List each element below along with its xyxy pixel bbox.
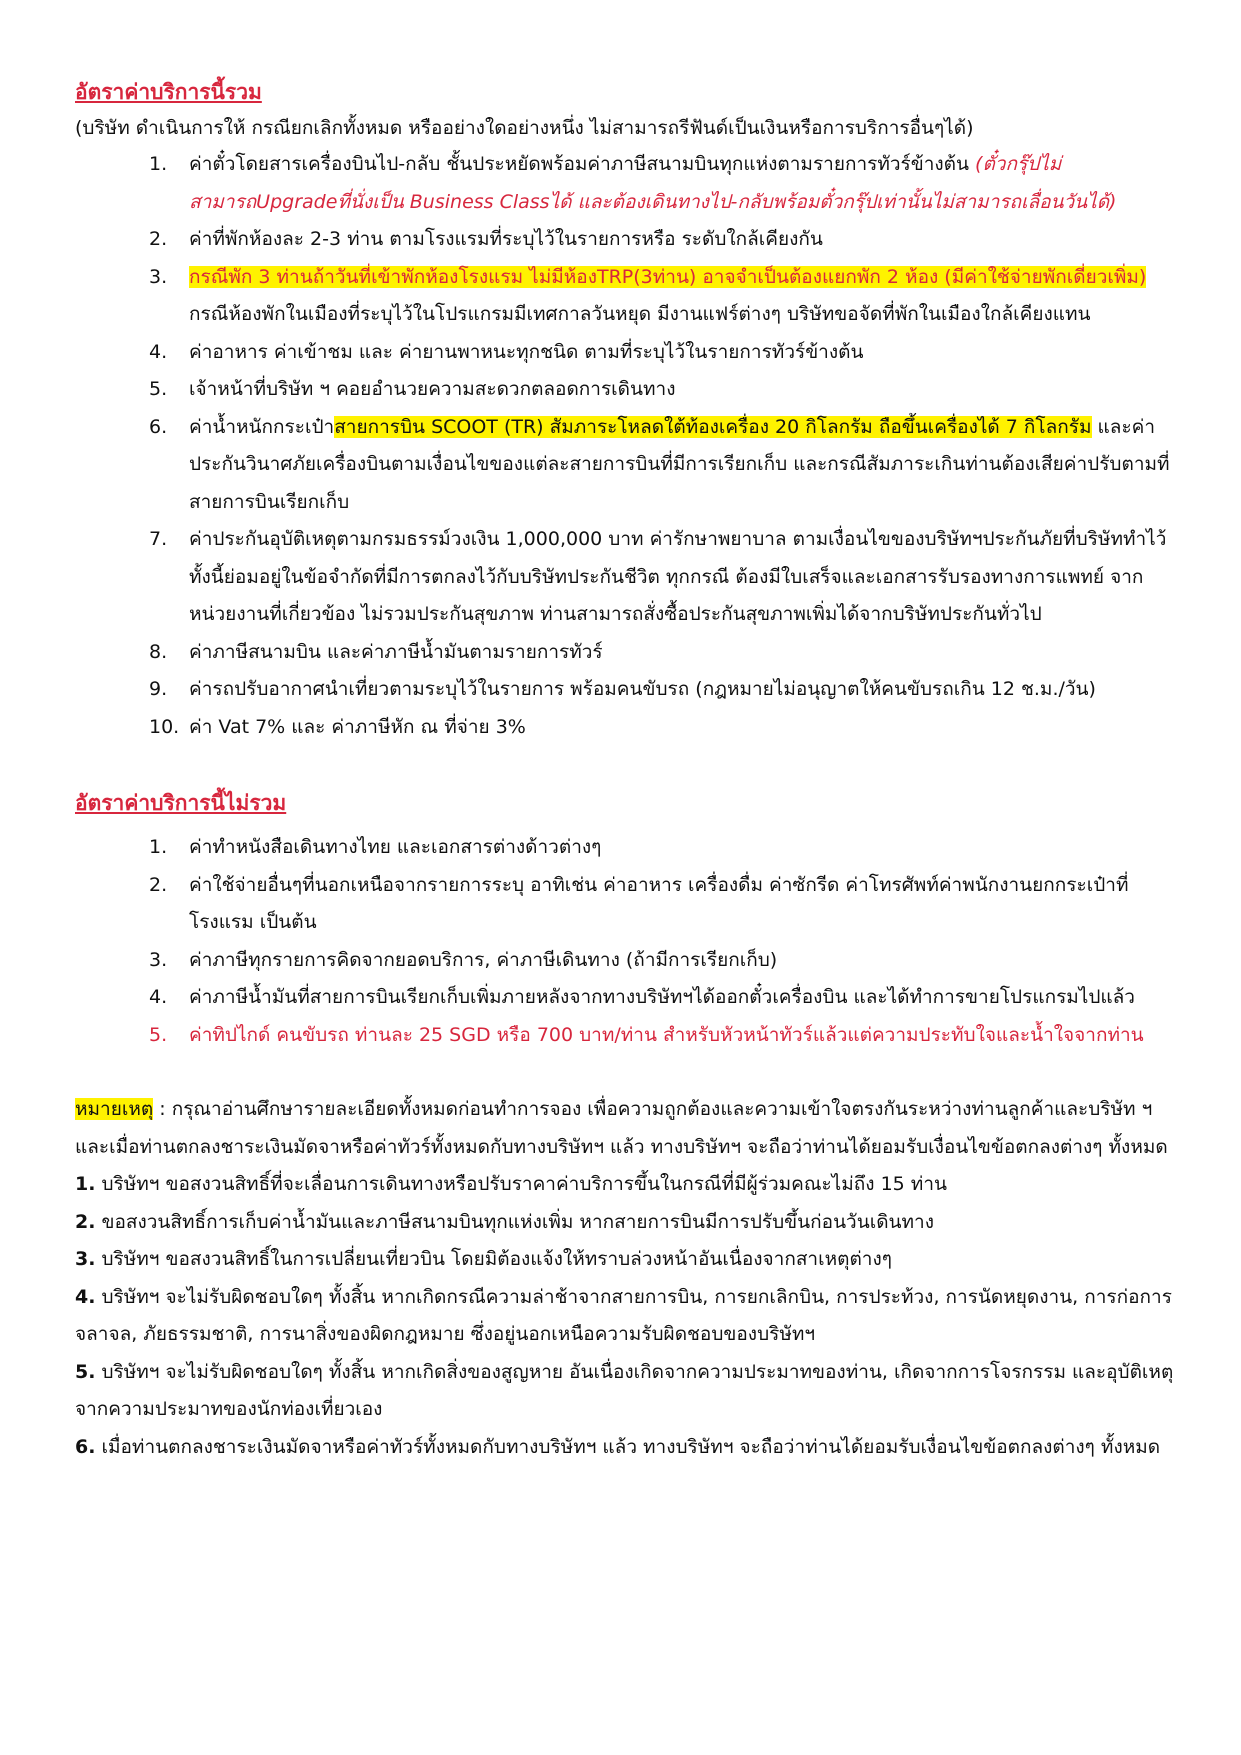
included-list xyxy=(75,146,1175,746)
item-number: 3. xyxy=(149,948,168,971)
list-item xyxy=(75,146,1175,221)
item-text: ค่าภาษีสนามบิน และค่าภาษีน้ำมันตามรายการทัวร์ xyxy=(189,640,603,663)
note-number: 1. xyxy=(75,1173,96,1195)
tour-conditions xyxy=(75,74,1175,1466)
item-text: ค่าภาษีทุกรายการคิดจากยอดบริการ, ค่าภาษีเดินทาง (ถ้ามีการเรียกเก็บ) xyxy=(189,948,778,971)
list-item xyxy=(75,709,1175,747)
note-number: 6. xyxy=(75,1435,96,1458)
note-text: ขอสงวนสิทธิ์การเก็บค่าน้ำมันและภาษีสนามบินทุกแห่งเพิ่ม หากสายการบินมีการปรับขึ้นก่อนวันเดินทาง xyxy=(95,1210,935,1233)
item-number: 4. xyxy=(149,340,168,363)
item-text: ค่าประกันอุบัติเหตุตามกรมธรรม์วงเงิน 1,000,000 บาท ค่ารักษาพยาบาล ตามเงื่อนไขของบริษัทฯประกันภัยที่บริษัททำไว้ ทั้งนี้ย่อมอยู่ในข้อจำกัดที่มีการตกลงไว้กับบริษัทประกันชีวิต ทุกกรณี ต้องมีใบเสร็จและเอกสารรับรองทางการแพทย์ จากหน่วยงานที่เกี่ยวข้อง ไม่รวมประกันสุขภาพ ท่านสามารถสั่งซื้อประกันสุขภาพเพิ่มได้จากบริษัทประกันทั่วไป xyxy=(189,528,1167,625)
item-highlight: กรณีพัก 3 ท่านถ้าวันที่เข้าพักห้องโรงแรม ไม่มีห้องTRP(3ท่าน) อาจจำเป็นต้องแยกพัก 2 ห้อง (มีค่าใช้จ่ายพักเดี่ยวเพิ่ม) xyxy=(189,265,1147,288)
item-text: ค่ารถปรับอากาศนำเที่ยวตามระบุไว้ในรายการ พร้อมคนขับรถ (กฎหมายไม่อนุญาตให้คนขับรถเกิน 12 ช.ม./วัน) xyxy=(189,678,1096,700)
item-text: ค่าภาษีน้ำมันที่สายการบินเรียกเก็บเพิ่มภายหลังจากทางบริษัทฯได้ออกตั๋วเครื่องบิน และได้ทำการขายโปรแกรมไปแล้ว xyxy=(189,986,1135,1008)
list-item xyxy=(75,671,1175,709)
note-number: 4. xyxy=(75,1285,96,1308)
notes-label: หมายเหตุ xyxy=(75,1098,154,1120)
item-number: 1. xyxy=(149,153,168,175)
item-number: 2. xyxy=(149,873,168,896)
list-item xyxy=(75,409,1175,522)
section-spacer xyxy=(75,1054,1175,1091)
section-spacer xyxy=(75,746,1175,785)
note-number: 3. xyxy=(75,1248,96,1270)
note-number: 2. xyxy=(75,1210,96,1233)
note-item xyxy=(75,1241,1175,1279)
item-number: 8. xyxy=(149,640,168,663)
item-number: 4. xyxy=(149,986,168,1008)
list-item xyxy=(75,942,1175,980)
item-text: ค่าที่พักห้องละ 2-3 ท่าน ตามโรงแรมที่ระบุไว้ในรายการหรือ ระดับใกล้เคียงกัน xyxy=(189,228,823,250)
notes-intro-text: กรุณาอ่านศึกษารายละเอียดทั้งหมดก่อนทำการจอง เพื่อความถูกต้องและความเข้าใจตรงกันระหว่างท่านลูกค้าและบริษัท ฯ และเมื่อท่านตกลงชาระเงินมัดจาหรือค่าทัวร์ทั้งหมดกับทางบริษัทฯ แล้ว ทางบริษัทฯ จะถือว่าท่านได้ยอมรับเงื่อนไขข้อตกลงต่างๆ ทั้งหมด xyxy=(75,1098,1168,1158)
item-number: 5. xyxy=(149,1023,168,1046)
item-text: ค่าทิปไกด์ คนขับรถ ท่านละ 25 SGD หรือ 700 บาท/ท่าน สำหรับหัวหน้าทัวร์แล้วแต่ความประทับใจและน้ำใจจากท่าน xyxy=(189,1023,1144,1046)
item-highlight: สายการบิน SCOOT (TR) สัมภาระโหลดใต้ท้องเครื่อง 20 กิโลกรัม ถือขึ้นเครื่องได้ 7 กิโลกรัม xyxy=(334,415,1092,438)
item-number: 2. xyxy=(149,228,168,250)
notes-colon: : xyxy=(153,1098,166,1120)
notes-intro xyxy=(75,1091,1175,1166)
note-text: บริษัทฯ จะไม่รับผิดชอบใดๆ ทั้งสิ้น หากเกิดสิ่งของสูญหาย อันเนื่องเกิดจากความประมาทของท่าน, เกิดจากการโจรกรรม และอุบัติเหตุจากความประมาทของนักท่องเที่ยวเอง xyxy=(75,1360,1174,1420)
list-item xyxy=(75,334,1175,372)
item-text: ค่าอาหาร ค่าเข้าชม และ ค่ายานพาหนะทุกชนิด ตามที่ระบุไว้ในรายการทัวร์ข้างต้น xyxy=(189,340,864,363)
list-item xyxy=(75,634,1175,672)
item-text: ค่าใช้จ่ายอื่นๆที่นอกเหนือจากรายการระบุ อาทิเช่น ค่าอาหาร เครื่องดื่ม ค่าซักรีด ค่าโทรศัพท์ค่าพนักงานยกกระเป๋าที่โรงแรม เป็นต้น xyxy=(189,873,1129,933)
item-number: 10. xyxy=(149,715,180,738)
note-text: เมื่อท่านตกลงชาระเงินมัดจาหรือค่าทัวร์ทั้งหมดกับทางบริษัทฯ แล้ว ทางบริษัทฯ จะถือว่าท่านได้ยอมรับเงื่อนไขข้อตกลงต่างๆ ทั้งหมด xyxy=(95,1435,1161,1458)
note-item xyxy=(75,1429,1175,1467)
item-number: 1. xyxy=(149,836,168,858)
notes-section xyxy=(75,1091,1175,1466)
item-text: ค่าทำหนังสือเดินทางไทย และเอกสารต่างด้าวต่างๆ xyxy=(189,836,602,858)
item-text: ค่าตั๋วโดยสารเครื่องบินไป-กลับ ชั้นประหยัดพร้อมค่าภาษีสนามบินทุกแห่งตามรายการทัวร์ข้างต้น xyxy=(189,153,976,175)
item-note: (ตั๋วกรุ๊ปไม่สามารถUpgradeที่นั่งเป็น Business Classได้ และต้องเดินทางไป-กลับพร้อมตั๋วกรุ๊ปเท่านั้นไม่สามารถเลื่อนวันได้) xyxy=(189,153,1117,213)
item-text: ค่า Vat 7% และ ค่าภาษีหัก ณ ที่จ่าย 3% xyxy=(189,715,526,738)
list-item xyxy=(75,867,1175,942)
item-text: เจ้าหน้าที่บริษัท ฯ คอยอำนวยความสะดวกตลอดการเดินทาง xyxy=(189,378,676,400)
item-number: 7. xyxy=(149,528,168,550)
item-text: และค่าประกันวินาศภัยเครื่องบินตามเงื่อนไขของแต่ละสายการบินที่มีการเรียกเก็บ และกรณีสัมภาระเกินท่านต้องเสียค่าปรับตามที่สายการบินเรียกเก็บ xyxy=(189,415,1170,513)
note-item xyxy=(75,1279,1175,1354)
title-spacer xyxy=(75,821,1175,829)
item-number: 9. xyxy=(149,678,168,700)
item-number: 5. xyxy=(149,378,168,400)
item-number: 6. xyxy=(149,415,168,438)
note-text: บริษัทฯ จะไม่รับผิดชอบใดๆ ทั้งสิ้น หากเกิดกรณีความล่าช้าจากสายการบิน, การยกเลิกบิน, การประท้วง, การนัดหยุดงาน, การก่อการจลาจล, ภัยธรรมชาติ, การนาสิ่งของผิดกฎหมาย ซึ่งอยู่นอกเหนือความรับผิดชอบของบริษัทฯ xyxy=(75,1285,1172,1345)
list-item xyxy=(75,521,1175,634)
list-item xyxy=(75,829,1175,867)
item-number: 3. xyxy=(149,265,168,288)
list-item xyxy=(75,979,1175,1017)
list-item xyxy=(75,371,1175,409)
item-text: กรณีห้องพักในเมืองที่ระบุไว้ในโปรแกรมมีเทศกาลวันหยุด มีงานแฟร์ต่างๆ บริษัทขอจัดที่พักในเมืองใกล้เคียงแทน xyxy=(189,303,1091,325)
note-item xyxy=(75,1166,1175,1204)
list-item xyxy=(75,221,1175,259)
note-text: บริษัทฯ ขอสงวนสิทธิ์ในการเปลี่ยนเที่ยวบิน โดยมิต้องแจ้งให้ทราบล่วงหน้าอันเนื่องจากสาเหตุต่างๆ xyxy=(95,1248,892,1270)
list-item xyxy=(75,259,1175,334)
item-text-before: ค่าน้ำหนักกระเป๋า xyxy=(189,415,335,438)
excluded-title: อัตราค่าบริการนี้ไม่รวม xyxy=(75,791,287,815)
excluded-list xyxy=(75,829,1175,1054)
note-number: 5. xyxy=(75,1360,96,1383)
included-title: อัตราค่าบริการนี้รวม xyxy=(75,80,262,104)
note-text: บริษัทฯ ขอสงวนสิทธิ์ที่จะเลื่อนการเดินทางหรือปรับราคาค่าบริการขึ้นในกรณีที่มีผู้ร่วมคณะไม่ถึง 15 ท่าน xyxy=(95,1173,947,1195)
included-intro: (บริษัท ดำเนินการให้ กรณียกเลิกทั้งหมด หรืออย่างใดอย่างหนึ่ง ไม่สามารถรีฟันด์เป็นเงินหรือการบริการอื่นๆได้) xyxy=(75,117,974,139)
note-item xyxy=(75,1204,1175,1242)
note-item xyxy=(75,1354,1175,1429)
list-item-tip xyxy=(75,1017,1175,1055)
